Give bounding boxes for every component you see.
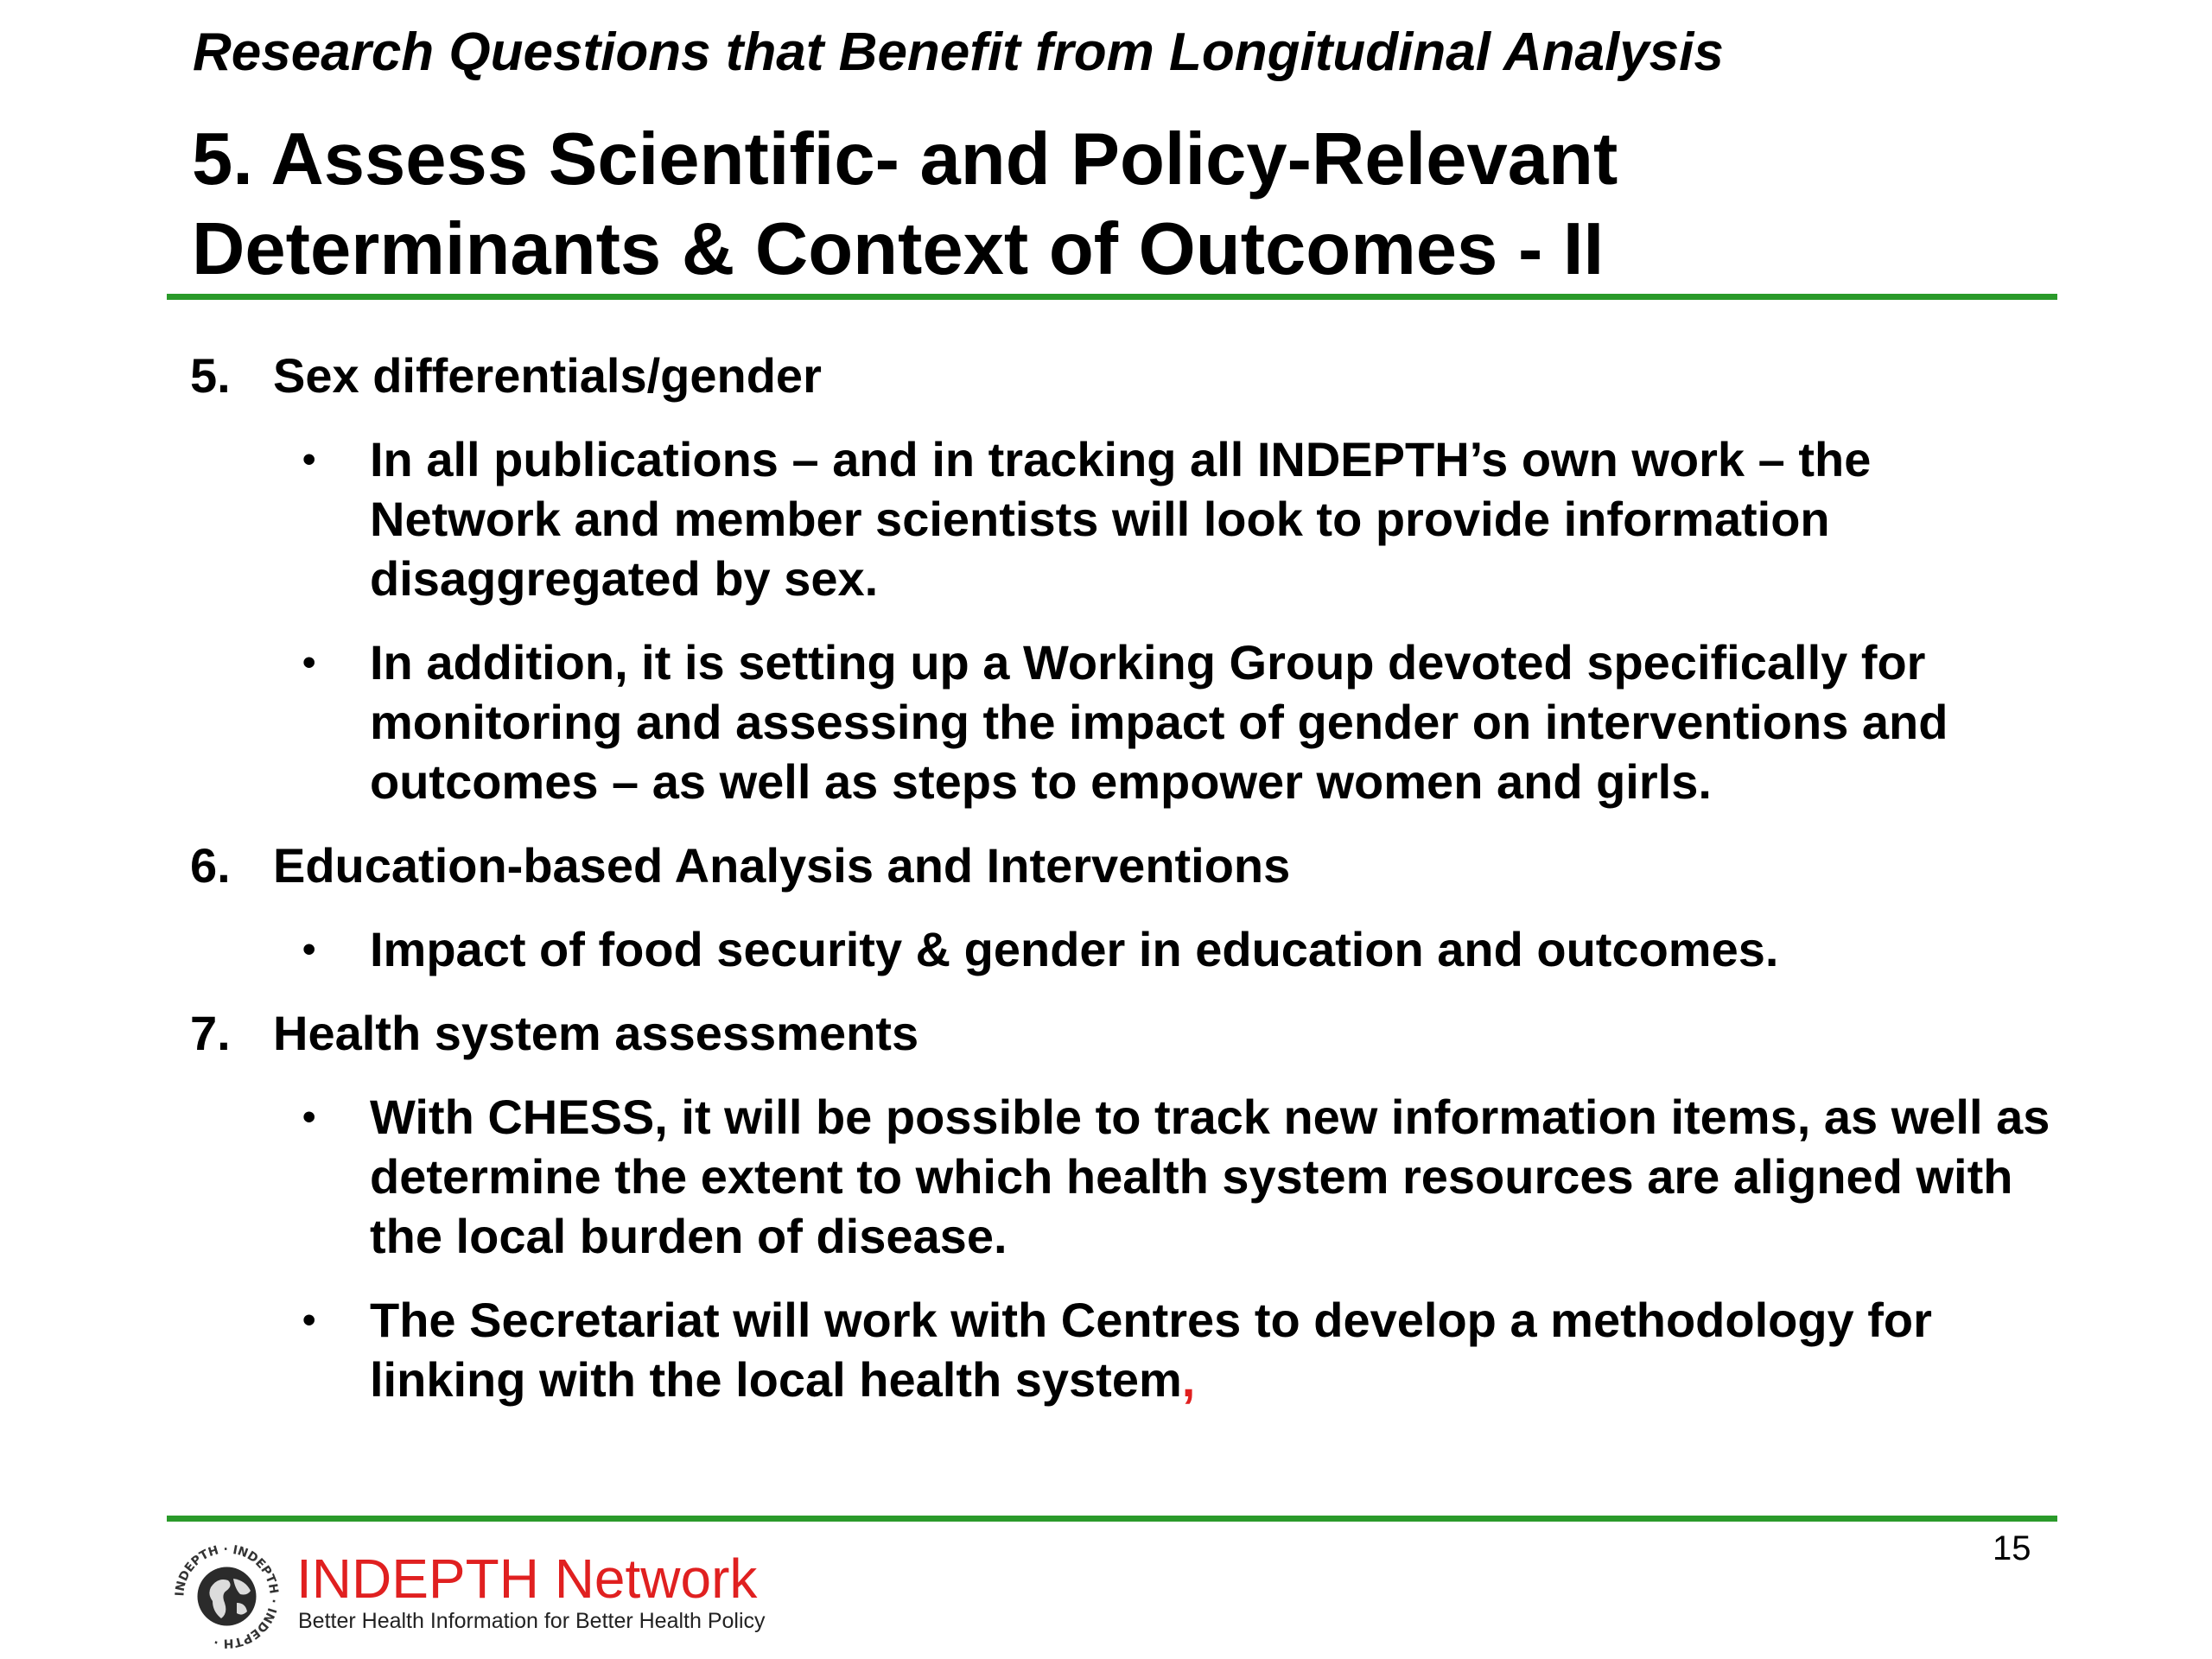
bullet-item [190,632,2056,811]
bullet-icon: • [302,928,316,970]
title-line-2: Determinants & Context of Outcomes - II [192,208,1605,290]
bottom-divider [167,1516,2057,1522]
brand-tagline: Better Health Information for Better Health Policy [298,1609,766,1633]
bullet-text-body: The Secretariat will work with Centres to develop a methodology for linking with the local health system [370,1293,1932,1407]
item-label: Sex differentials/gender [273,348,822,403]
bullet-icon: • [302,438,316,480]
top-divider [167,294,2057,300]
slide-subtitle: Research Questions that Benefit from Longitudinal Analysis [193,22,1724,82]
item-number: 7. [190,1006,231,1060]
bullet-item [190,1290,2056,1409]
list-item-sex-differentials [190,346,2056,811]
brand-name: INDEPTH Network [296,1548,758,1610]
item-number: 5. [190,348,231,403]
bullet-item [190,919,2056,979]
list-item-health-system [190,1003,2056,1409]
bullet-item [190,429,2056,608]
slide-body [190,346,2056,1433]
list-item-education [190,836,2056,979]
bullet-item [190,1087,2056,1266]
slide-title [192,115,1618,295]
item-label: Education-based Analysis and Interventions [273,838,1291,893]
bullet-text: In all publications – and in tracking all INDEPTH’s own work – the Network and member scientists will look to provide information disaggregated by sex. [370,432,1872,606]
page-number: 15 [1993,1529,2031,1567]
tracked-change-comma: , [1181,1352,1196,1407]
item-number: 6. [190,838,231,893]
indepth-globe-logo-icon [173,1542,281,1650]
bullet-icon: • [302,1299,316,1341]
bullet-icon: • [302,1096,316,1138]
bullet-text: Impact of food security & gender in education and outcomes. [370,922,1779,976]
item-label: Health system assessments [273,1006,919,1060]
title-line-1: 5. Assess Scientific- and Policy-Relevant [192,118,1618,200]
bullet-text: With CHESS, it will be possible to track new information items, as well as determine the extent to which health system resources are aligned with the local burden of disease. [370,1090,2050,1263]
logo-ring-text: INDEPTH · INDEPTH · INDEPTH · [173,1542,281,1650]
bullet-text [370,1290,2056,1409]
bullet-text: In addition, it is setting up a Working Group devoted specifically for monitoring and assessing the impact of gender on interventions and outcomes – as well as steps to empower women and girls. [370,635,1948,809]
bullet-icon: • [302,641,316,683]
